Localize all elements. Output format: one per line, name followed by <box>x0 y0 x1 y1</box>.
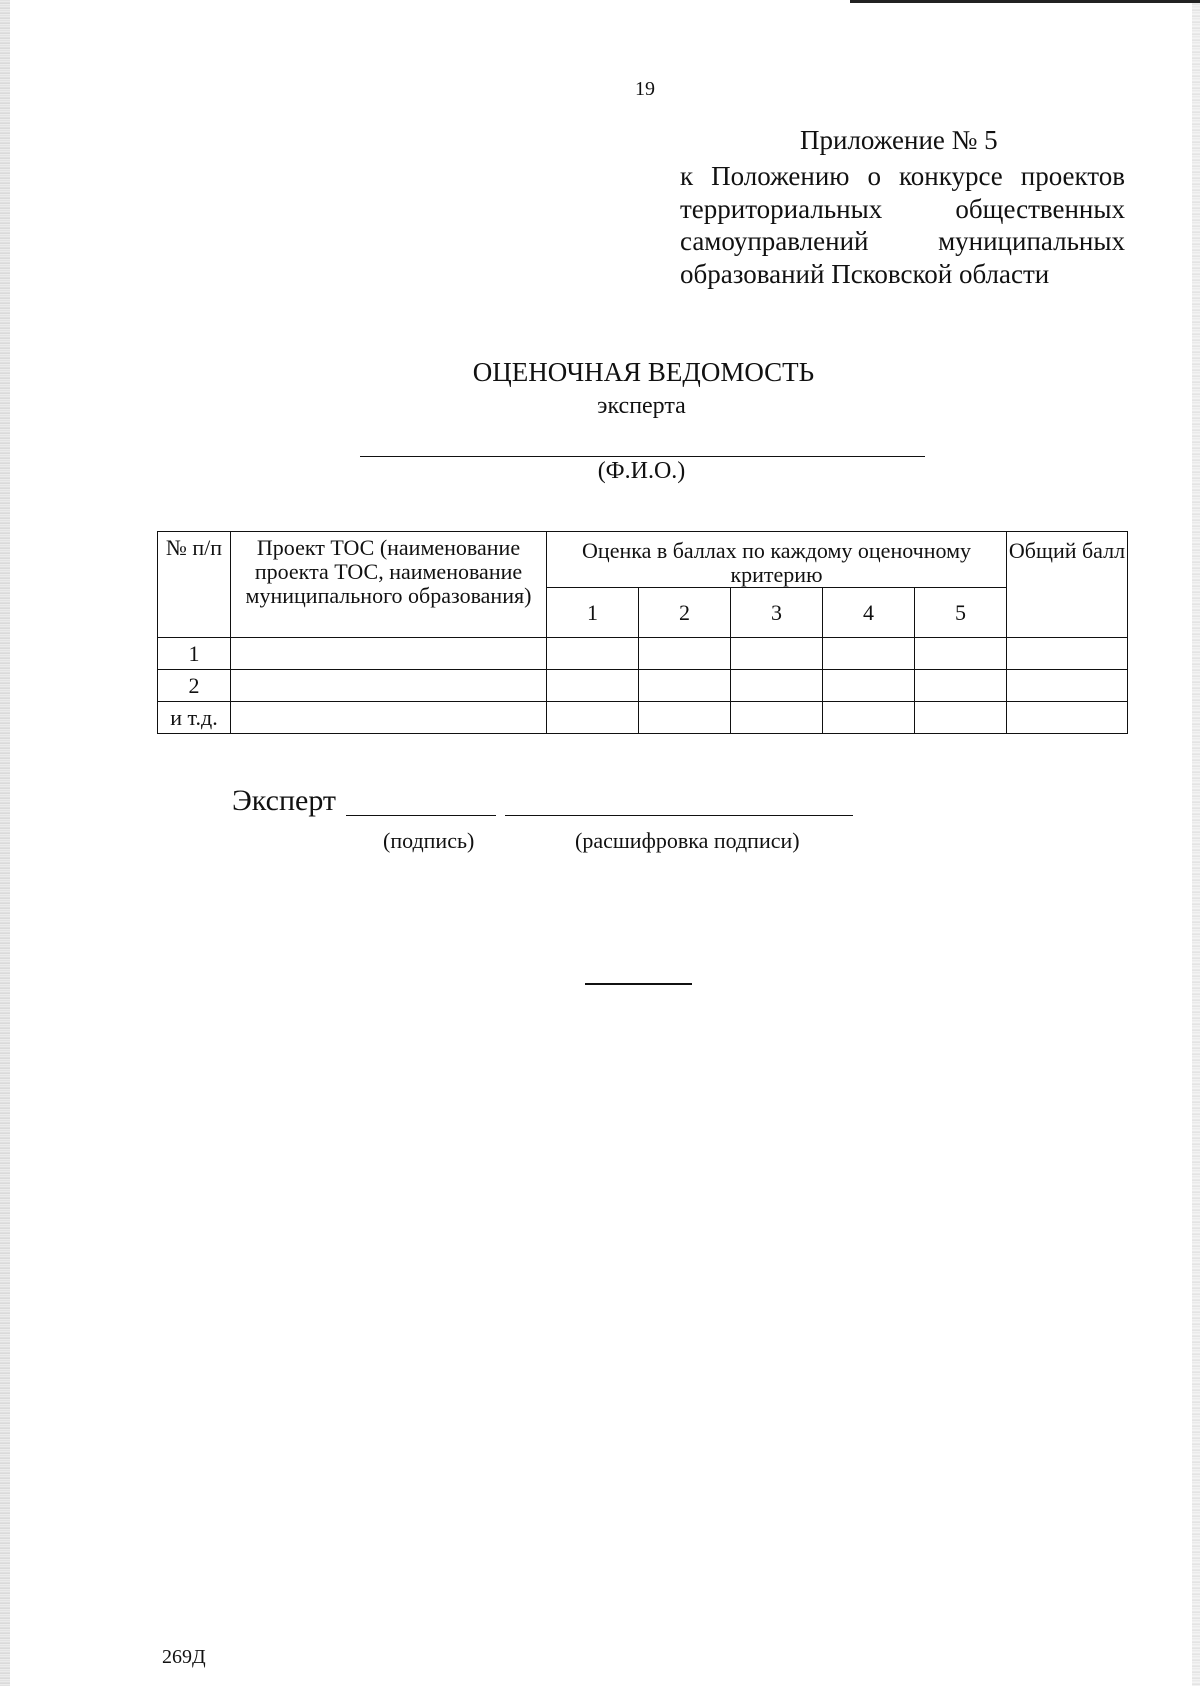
scan-edge-left <box>0 0 10 1686</box>
header-criterion-2: 2 <box>639 588 731 638</box>
document-title: ОЦЕНОЧНАЯ ВЕДОМОСТЬ <box>472 357 815 387</box>
table-row <box>158 638 1128 670</box>
header-criteria-group: Оценка в баллах по каждому оценочному критерию <box>547 532 1007 588</box>
cell-total[interactable] <box>1007 638 1128 670</box>
signature-decode-line[interactable] <box>505 815 853 816</box>
cell-score-5[interactable] <box>915 638 1007 670</box>
cell-score-2[interactable] <box>639 670 731 702</box>
signature-decode-caption: (расшифровка подписи) <box>575 828 800 853</box>
row-number: и т.д. <box>158 702 231 734</box>
header-criterion-4: 4 <box>823 588 915 638</box>
signature-line[interactable] <box>346 815 496 816</box>
row-number: 1 <box>158 638 231 670</box>
cell-score-4[interactable] <box>823 702 915 734</box>
cell-score-5[interactable] <box>915 702 1007 734</box>
header-number: № п/п <box>158 532 231 638</box>
table-row <box>158 670 1128 702</box>
header-criterion-3: 3 <box>731 588 823 638</box>
cell-score-3[interactable] <box>731 702 823 734</box>
cell-score-3[interactable] <box>731 670 823 702</box>
cell-score-5[interactable] <box>915 670 1007 702</box>
cell-score-3[interactable] <box>731 638 823 670</box>
cell-score-4[interactable] <box>823 638 915 670</box>
scan-top-line <box>850 0 1200 3</box>
appendix-reference: к Положению о конкурсе проектов территориальных общественных самоуправлений муниципальных образований Псковской области <box>680 161 1125 289</box>
signature-caption: (подпись) <box>383 828 475 853</box>
end-divider <box>585 983 692 985</box>
fio-blank-line <box>360 456 925 457</box>
table-row <box>158 702 1128 734</box>
cell-score-1[interactable] <box>547 638 639 670</box>
page-number: 19 <box>635 78 655 100</box>
cell-project[interactable] <box>231 670 547 702</box>
fio-caption: (Ф.И.О.) <box>597 458 686 484</box>
cell-project[interactable] <box>231 702 547 734</box>
cell-score-1[interactable] <box>547 670 639 702</box>
document-subtitle: эксперта <box>597 393 686 419</box>
header-criterion-1: 1 <box>547 588 639 638</box>
cell-score-2[interactable] <box>639 702 731 734</box>
cell-score-4[interactable] <box>823 670 915 702</box>
expert-label: Эксперт <box>232 784 337 817</box>
evaluation-table <box>157 531 1128 734</box>
cell-total[interactable] <box>1007 702 1128 734</box>
header-total: Общий балл <box>1007 532 1128 638</box>
row-number: 2 <box>158 670 231 702</box>
cell-project[interactable] <box>231 638 547 670</box>
header-criterion-5: 5 <box>915 588 1007 638</box>
footer-code: 269Д <box>162 1646 206 1668</box>
cell-total[interactable] <box>1007 670 1128 702</box>
cell-score-1[interactable] <box>547 702 639 734</box>
scan-edge-right <box>1192 0 1200 1686</box>
header-project: Проект ТОС (наименование проекта ТОС, наименование муниципального образования) <box>231 532 547 638</box>
cell-score-2[interactable] <box>639 638 731 670</box>
appendix-title: Приложение № 5 <box>800 125 998 155</box>
